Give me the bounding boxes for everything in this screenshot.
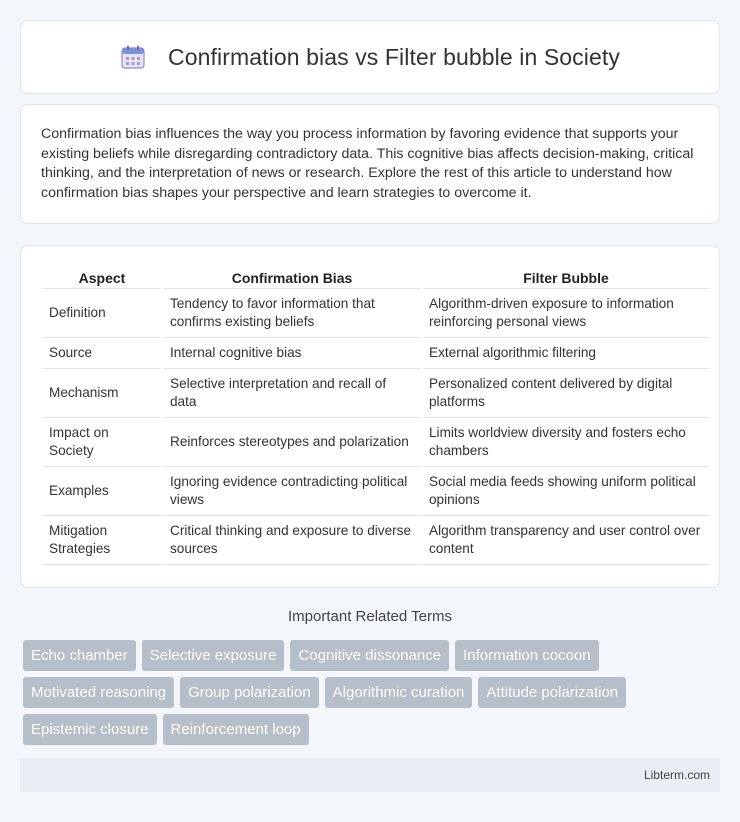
footer-site-link[interactable]: Libterm.com <box>643 768 710 782</box>
column-header: Filter Bubble <box>423 264 709 289</box>
column-header: Aspect <box>43 264 161 289</box>
table-cell: Mechanism <box>43 369 161 418</box>
related-terms-list <box>23 640 723 751</box>
table-cell: Selective interpretation and recall of data <box>164 369 420 418</box>
tag-attitude-polarization[interactable]: Attitude polarization <box>478 677 626 708</box>
table-row <box>43 289 709 338</box>
table-cell: External algorithmic filtering <box>423 338 709 369</box>
table-cell: Ignoring evidence contradicting political views <box>164 467 420 516</box>
table-cell: Definition <box>43 289 161 338</box>
tag-motivated-reasoning[interactable]: Motivated reasoning <box>23 677 174 708</box>
table-cell: Social media feeds showing uniform political opinions <box>423 467 709 516</box>
column-header: Confirmation Bias <box>164 264 420 289</box>
page-title: Confirmation bias vs Filter bubble in Society <box>168 43 620 70</box>
table-cell: Impact on Society <box>43 418 161 467</box>
table-row <box>43 516 709 565</box>
table-header-row <box>43 264 709 289</box>
related-terms-title: Important Related Terms <box>288 608 452 625</box>
table-row <box>43 369 709 418</box>
table-row <box>43 418 709 467</box>
tag-group-polarization[interactable]: Group polarization <box>180 677 319 708</box>
table-cell: Critical thinking and exposure to diverse sources <box>164 516 420 565</box>
tag-epistemic-closure[interactable]: Epistemic closure <box>23 714 157 745</box>
table-cell: Tendency to favor information that confirms existing beliefs <box>164 289 420 338</box>
tag-algorithmic-curation[interactable]: Algorithmic curation <box>325 677 473 708</box>
table-row <box>43 338 709 369</box>
table-cell: Limits worldview diversity and fosters echo chambers <box>423 418 709 467</box>
comparison-table <box>40 264 712 565</box>
calendar-icon <box>120 44 146 70</box>
tag-cognitive-dissonance[interactable]: Cognitive dissonance <box>290 640 449 671</box>
intro-text: Confirmation bias influences the way you process information by favoring evidence that supports your existing beliefs while disregarding contradictory data. This cognitive bias affects decision-making, critical thinking, and the interpretation of news or research. Explore the rest of this article to understand how confirmation bias shapes your perspective and learn strategies to overcome it. <box>41 126 694 201</box>
table-cell: Personalized content delivered by digital platforms <box>423 369 709 418</box>
table-cell: Reinforces stereotypes and polarization <box>164 418 420 467</box>
tag-information-cocoon[interactable]: Information cocoon <box>455 640 599 671</box>
table-cell: Source <box>43 338 161 369</box>
table-cell: Algorithm transparency and user control over content <box>423 516 709 565</box>
table-cell: Algorithm-driven exposure to information reinforcing personal views <box>423 289 709 338</box>
table-cell: Mitigation Strategies <box>43 516 161 565</box>
table-cell: Internal cognitive bias <box>164 338 420 369</box>
table-row <box>43 467 709 516</box>
tag-reinforcement-loop[interactable]: Reinforcement loop <box>163 714 309 745</box>
comparison-table-card <box>20 245 720 588</box>
tag-selective-exposure[interactable]: Selective exposure <box>142 640 285 671</box>
footer <box>20 758 720 792</box>
tag-echo-chamber[interactable]: Echo chamber <box>23 640 136 671</box>
table-cell: Examples <box>43 467 161 516</box>
intro-card <box>20 104 720 224</box>
header-card <box>20 20 720 94</box>
